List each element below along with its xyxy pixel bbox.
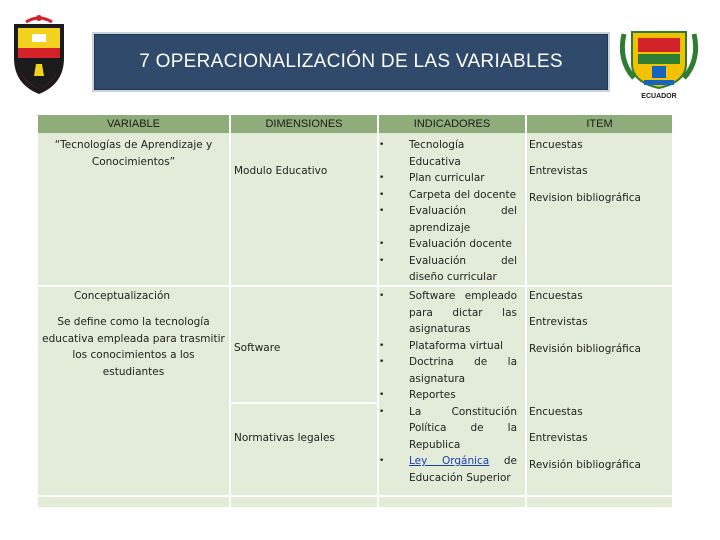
item-revision-2: Revisión bibliográfica	[529, 343, 641, 355]
item-entrevistas-1: Entrevistas	[529, 165, 588, 177]
page-title: 7 OPERACIONALIZACIÓN DE LAS VARIABLES	[139, 51, 563, 72]
dimension-modulo: Modulo Educativo	[234, 165, 328, 177]
item-entrevistas-3: Entrevistas	[529, 432, 588, 444]
item-entrevistas-2: Entrevistas	[529, 316, 588, 328]
ley-organica-link[interactable]: Ley Orgánica	[409, 455, 490, 467]
header-dimensiones: DIMENSIONES	[265, 118, 343, 130]
conceptualizacion-desc: Se define como la tecnología educativa empleada para trasmitir los conocimientos a los estudiantes	[42, 316, 225, 378]
list-item: • Doctrina de la asignatura	[379, 354, 517, 387]
conceptualizacion-title: Conceptualización	[73, 290, 171, 302]
variable-name: “Tecnologías de Aprendizaje y Conocimientos”	[54, 139, 213, 168]
indicators-list-1	[379, 137, 517, 286]
variables-table	[38, 115, 672, 507]
indicators-list-2	[379, 288, 517, 486]
list-item: • Tecnología Educativa	[379, 137, 517, 170]
item-encuestas-1: Encuestas	[529, 139, 583, 151]
header-variable: VARIABLE	[107, 118, 160, 130]
item-revision-3: Revisión bibliográfica	[529, 459, 641, 471]
list-item: • La Constitución Política de la Republica	[379, 404, 517, 454]
list-item: • Ley Orgánica de Educación Superior	[379, 453, 517, 486]
list-item: • Carpeta del docente	[379, 187, 517, 204]
dimension-software: Software	[234, 342, 281, 354]
list-item: • Plan curricular	[379, 170, 517, 187]
university-shield-logo	[6, 14, 72, 98]
table-header	[38, 115, 672, 133]
list-item: • Plataforma virtual	[379, 338, 517, 355]
header-item: ITEM	[586, 118, 613, 130]
item-revision-1: Revision bibliográfica	[529, 192, 641, 204]
list-item: • Evaluación del diseño curricular	[379, 253, 517, 286]
dimension-normativas: Normativas legales	[234, 432, 335, 444]
list-item: • Evaluación del aprendizaje	[379, 203, 517, 236]
item-encuestas-3: Encuestas	[529, 406, 583, 418]
list-item: • Software empleado para dictar las asignaturas	[379, 288, 517, 338]
title-banner	[92, 32, 610, 92]
item-encuestas-2: Encuestas	[529, 290, 583, 302]
list-item: • Reportes	[379, 387, 517, 404]
list-item: • Evaluación docente	[379, 236, 517, 253]
header-indicadores: INDICADORES	[413, 118, 491, 130]
logo-caption: ECUADOR	[641, 93, 677, 100]
ecuador-coat-of-arms-logo	[614, 20, 704, 100]
